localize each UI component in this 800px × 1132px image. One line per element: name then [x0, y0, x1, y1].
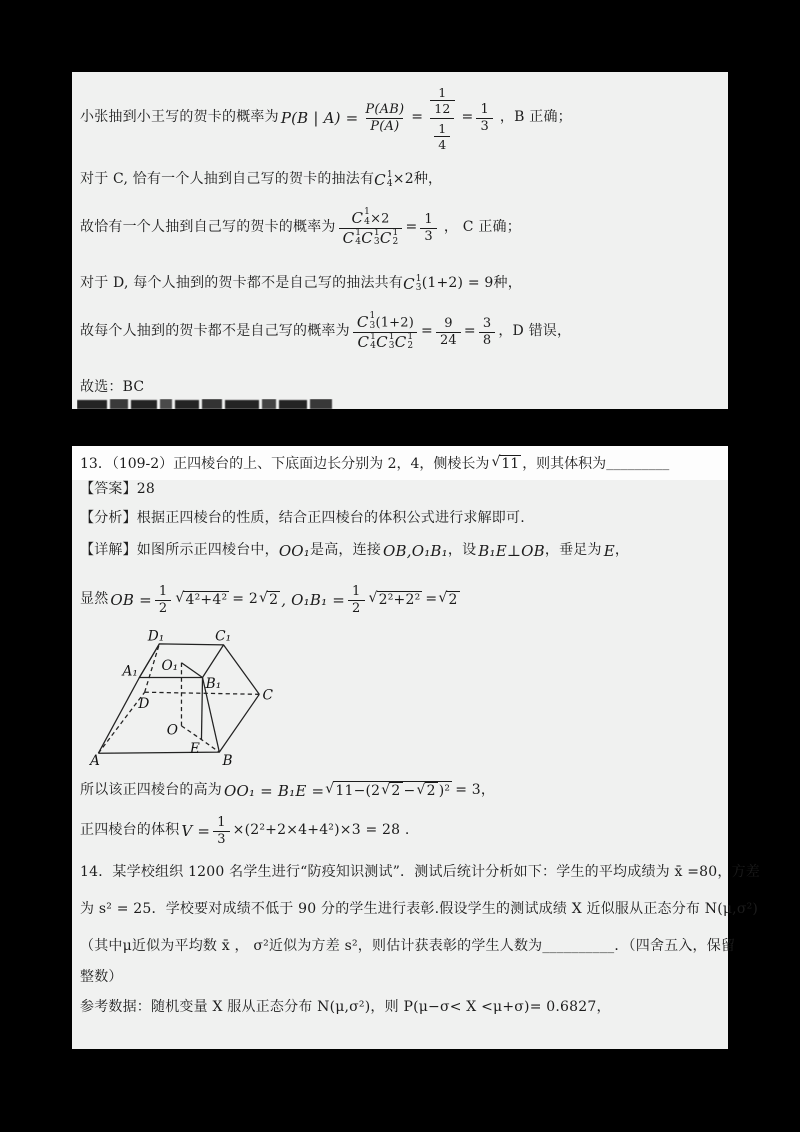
line-option-c-count: [80, 170, 726, 190]
combination-base: C: [361, 228, 373, 247]
combination-base: C: [357, 332, 370, 351]
math-e: E: [603, 541, 615, 560]
solution-sheet-problem12: [72, 72, 728, 409]
fraction-denominator: P(A): [366, 118, 403, 135]
artifact-block: [131, 400, 157, 409]
combination-base: C: [374, 170, 386, 189]
equals-sign: =: [421, 323, 433, 340]
combination-sub: 2: [392, 236, 399, 247]
radical-sign: √: [416, 781, 426, 798]
suffix-text: 种，: [493, 275, 522, 292]
reference-text: 参考数据：随机变量 X 服从正态分布 N(μ,σ²)，则 P(μ−σ< X <μ+σ)= 0.6827，: [80, 999, 611, 1016]
detail-text: 是高，连接: [310, 542, 382, 559]
bottom-front-edges: [98, 694, 259, 753]
fraction-numerator: P(AB): [365, 101, 405, 117]
vertex-label-d1: D₁: [147, 628, 165, 645]
frustum-figure: [86, 627, 278, 769]
math-v-equals: V =: [181, 821, 211, 840]
sqrt-2: [438, 591, 459, 610]
combination-sup: 1: [370, 331, 377, 342]
radical-sign: √: [368, 590, 378, 607]
fraction-one-half: [155, 584, 171, 616]
prefix-text: 对于 C, 恰有一个人抽到自己写的贺卡的抽法有: [80, 171, 375, 188]
question-text: 为 s² = 25．学校要对成绩不低于 90 分的学生进行表彰.假设学生的测试成绩 X 近似服从正态分布 N(μ,σ²): [80, 901, 759, 918]
numerator-expression: (1+2): [375, 315, 415, 331]
combination-base: C: [351, 208, 364, 227]
combination-sup: 1: [364, 207, 371, 218]
question-13-strip: [72, 446, 728, 480]
sqrt-2sq-plus-2sq: [369, 591, 423, 610]
vertex-label-a1: A₁: [122, 663, 138, 680]
vertex-label-c: C: [262, 687, 273, 704]
segment-b1-e: [201, 677, 202, 739]
reference-data-line: [80, 998, 726, 1018]
fraction-numerator: 1: [217, 814, 226, 830]
equals-two: = 2: [232, 591, 258, 608]
fraction-nested: [426, 83, 458, 154]
combination-c21: [380, 229, 399, 248]
top-face-edges: [139, 644, 259, 694]
combination-c31: [403, 275, 422, 294]
line-option-c-prob: [80, 198, 726, 258]
segment-o1-b1: [181, 663, 202, 678]
fraction-denominator: 2: [155, 600, 171, 617]
combination-sup: 1: [386, 169, 393, 180]
question-14-line-1: [80, 863, 760, 883]
radical-sign: √: [491, 454, 501, 470]
fraction-numerator: 3: [482, 315, 492, 331]
fraction-numerator: 1: [158, 583, 168, 599]
sqrt-2: [259, 591, 280, 610]
equals-sign: =: [461, 109, 474, 126]
fraction-d-prob: [353, 312, 418, 351]
combination-base: C: [403, 274, 415, 293]
question-text: 14．某学校组织 1200 名学生进行“防疫知识测试”．测试后统计分析如下：学生的平均成绩为 x̄ =80，方差: [80, 864, 760, 881]
combination-base: C: [356, 312, 369, 331]
combination-c21: [395, 333, 414, 352]
combination-sup: 1: [392, 227, 399, 238]
fraction-denominator: 8: [479, 332, 495, 349]
clipped-text-artifact: [77, 399, 343, 409]
question-14-line-2: [80, 900, 759, 920]
suffix-text: ，D 错误，: [498, 323, 572, 340]
fraction-pab-pa: [361, 102, 408, 134]
vertex-label-b: B: [222, 752, 233, 769]
combination-base: C: [394, 332, 407, 351]
radicand: 2: [426, 783, 436, 800]
center-label-o1: O₁: [161, 658, 179, 675]
combination-base: C: [379, 228, 392, 247]
combination-c41: [343, 229, 362, 248]
prefix-text: 所以该正四棱台的高为: [80, 782, 222, 799]
artifact-block: [110, 399, 128, 409]
equals-sign: =: [425, 591, 438, 608]
radical-sign: √: [175, 590, 185, 607]
fraction-3-8: [479, 316, 495, 348]
edge-a-a1: [98, 677, 139, 753]
fraction-denominator: 3: [213, 831, 229, 848]
radicand: [333, 781, 452, 801]
radicand-part: )²: [438, 782, 451, 799]
radical-sign: √: [325, 781, 335, 798]
combination-sub: 4: [364, 216, 371, 227]
sqrt-11: [491, 455, 521, 472]
combination-base: C: [376, 332, 388, 351]
fraction-numerator: 1: [438, 84, 447, 100]
sqrt-2-inner: [381, 782, 402, 801]
fraction-numerator: [426, 83, 458, 118]
sqrt-height-expression: [325, 781, 452, 801]
solution-sheet-problem13-14: [72, 446, 760, 1049]
fraction-denominator: 3: [420, 228, 436, 245]
fraction-numerator: [347, 208, 393, 227]
vertex-label-b1: B₁: [205, 676, 222, 693]
fraction-one-half: [348, 584, 364, 616]
prefix-text: 小张抽到小王写的贺卡的概率为: [80, 109, 279, 126]
fraction-numerator: 1: [438, 120, 447, 136]
prefix-text: 正四棱台的体积: [80, 822, 180, 839]
center-label-o: O: [166, 722, 178, 739]
artifact-block: [225, 400, 259, 409]
fraction-denominator: 3: [476, 118, 492, 135]
vertex-label-a: A: [89, 752, 100, 769]
artifact-block: [202, 399, 222, 409]
line-height-calculation: [80, 773, 726, 809]
artifact-block: [262, 399, 276, 409]
combination-sub: 3: [388, 340, 395, 351]
math-height-equals: OO₁ = B₁E =: [224, 781, 325, 800]
fraction-denominator: [339, 228, 403, 248]
prefix-text: 对于 D, 每个人抽到的贺卡都不是自己写的抽法共有: [80, 275, 404, 292]
answer-label-text: 【答案】28: [80, 481, 156, 498]
fraction-denominator: 4: [434, 136, 450, 152]
math-pba: P(B | A) =: [280, 108, 359, 127]
fraction-denominator: 12: [430, 100, 454, 116]
line-volume-calculation: [80, 811, 726, 851]
question-13-text: 13．（109-2）正四棱台的上、下底面边长分别为 2，4，侧棱长为: [80, 456, 490, 472]
times-two: ×2: [370, 211, 390, 227]
suffix-text: ， C 正确；: [443, 219, 521, 236]
radical-sign: √: [258, 590, 269, 607]
radicand-part: 11−(2: [335, 782, 381, 799]
combination-sub: 3: [415, 283, 422, 293]
prefix-text: 显然: [80, 591, 109, 608]
radicand: 2: [448, 591, 458, 608]
radicand: 2: [269, 591, 279, 608]
question-14-line-4: [80, 968, 726, 988]
combination-c41: [357, 333, 376, 352]
combination-sup: 1: [373, 227, 380, 238]
suffix-text: ，B 正确；: [499, 109, 572, 126]
math-o1b1-equals: , O₁B₁ =: [281, 590, 346, 609]
fraction-one-quarter: [434, 121, 450, 152]
combination-sub: 4: [386, 179, 393, 189]
combination-c41: [351, 208, 370, 227]
combination-c31: [376, 333, 395, 352]
equals-sign: =: [463, 323, 476, 340]
math-b1e-perp-ob: B₁E⊥OB: [478, 541, 545, 560]
fraction-one-third: [213, 815, 229, 847]
artifact-block: [175, 400, 199, 409]
fraction-numerator: 1: [480, 101, 489, 117]
fraction-denominator: 24: [436, 332, 461, 349]
combination-sup: 1: [415, 273, 422, 284]
sqrt-2-inner: [416, 782, 437, 801]
answer-blank: _________: [606, 455, 670, 471]
combination-sub: 4: [355, 236, 362, 247]
prefix-text: 故每个人抽到的贺卡都不是自己写的概率为: [80, 323, 350, 340]
answer-text: 故选：BC: [80, 379, 145, 396]
fraction-numerator: [353, 312, 418, 331]
detail-text: ，设: [447, 542, 477, 559]
prefix-text: 故恰有一个人抽到自己写的贺卡的概率为: [80, 219, 336, 236]
combination-sup: 1: [407, 331, 414, 342]
combination-sup: 1: [369, 311, 376, 322]
combination-sub: 3: [373, 236, 380, 247]
line-option-d-count: [80, 274, 726, 294]
line-answer-choice: [80, 378, 726, 398]
combination-sub: 3: [369, 320, 376, 331]
radicand: 2²+2²: [378, 591, 421, 608]
equals-sign: =: [405, 219, 418, 236]
combination-sup: 1: [388, 331, 395, 342]
count-expression: (1+2) = 9: [421, 275, 494, 292]
fraction-denominator: [353, 332, 417, 352]
fraction-c-prob: [339, 208, 403, 247]
fraction-one-twelfth: [430, 85, 454, 116]
line-detail: [80, 541, 726, 561]
combination-base: C: [342, 228, 355, 247]
question-14-line-3: [80, 937, 736, 957]
radical-sign: √: [381, 781, 391, 798]
artifact-block: [77, 400, 107, 409]
combination-c31: [361, 229, 380, 248]
top-left-edge: [139, 644, 159, 678]
detail-text: 【详解】如图所示正四棱台中，: [80, 542, 279, 559]
combination-sub: 4: [370, 340, 377, 351]
fraction-9-24: [436, 316, 461, 348]
volume-expression: ×(2²+2×4+4²)×3 = 28 .: [232, 822, 410, 839]
artifact-block: [279, 400, 307, 409]
artifact-block: [310, 399, 332, 409]
analysis-text: 【分析】根据正四棱台的性质，结合正四棱台的体积公式进行求解即可.: [80, 510, 525, 527]
radical-sign: √: [438, 590, 448, 607]
vertex-label-c1: C₁: [215, 628, 232, 645]
radicand: 11: [501, 455, 520, 472]
question-13-text-cont: ，则其体积为: [522, 456, 607, 472]
question-text: （其中μ近似为平均数 x̄ ， σ²近似为方差 s²，则估计获表彰的学生人数为__________．（四舍五入，保留: [80, 938, 736, 955]
fraction-denominator: [430, 118, 454, 154]
equals-sign: =: [411, 109, 424, 126]
fraction-numerator: 9: [444, 315, 453, 331]
suffix-text: = 3，: [455, 782, 496, 799]
times-two: ×2: [392, 171, 414, 188]
math-oo1: OO₁: [278, 541, 311, 560]
math-ob-equals: OB =: [110, 590, 152, 609]
radicand: 2: [391, 783, 401, 800]
combination-sup: 1: [355, 227, 362, 238]
combination-c31: [357, 312, 376, 331]
line-ob-calculation: [80, 578, 726, 622]
artifact-block: [160, 399, 172, 409]
foot-label-e: E: [189, 741, 200, 758]
line-analysis: [80, 509, 726, 529]
sqrt-4sq-plus-4sq: [175, 591, 229, 610]
suffix-text: 种，: [413, 171, 443, 188]
line-option-d-prob: [80, 302, 726, 362]
combination-sub: 2: [407, 340, 414, 351]
hidden-edge-d-d1: [145, 644, 160, 692]
fraction-one-third: [420, 212, 436, 244]
line-prob-b: [80, 72, 726, 164]
minus-sign: −: [403, 782, 416, 799]
radicand: 4²+4²: [185, 591, 228, 608]
vertex-label-d: D: [138, 695, 150, 712]
combination-c41: [374, 171, 393, 190]
fraction-one-third: [476, 102, 492, 134]
line-answer: [80, 480, 726, 500]
detail-text: ，垂足为: [544, 542, 602, 559]
fraction-numerator: 1: [424, 211, 433, 227]
math-ob-o1b1: OB,O₁B₁: [383, 541, 448, 560]
detail-text: ，: [614, 542, 630, 559]
question-text: 整数）: [80, 969, 123, 986]
fraction-denominator: 2: [348, 600, 364, 617]
fraction-numerator: 1: [352, 583, 361, 599]
